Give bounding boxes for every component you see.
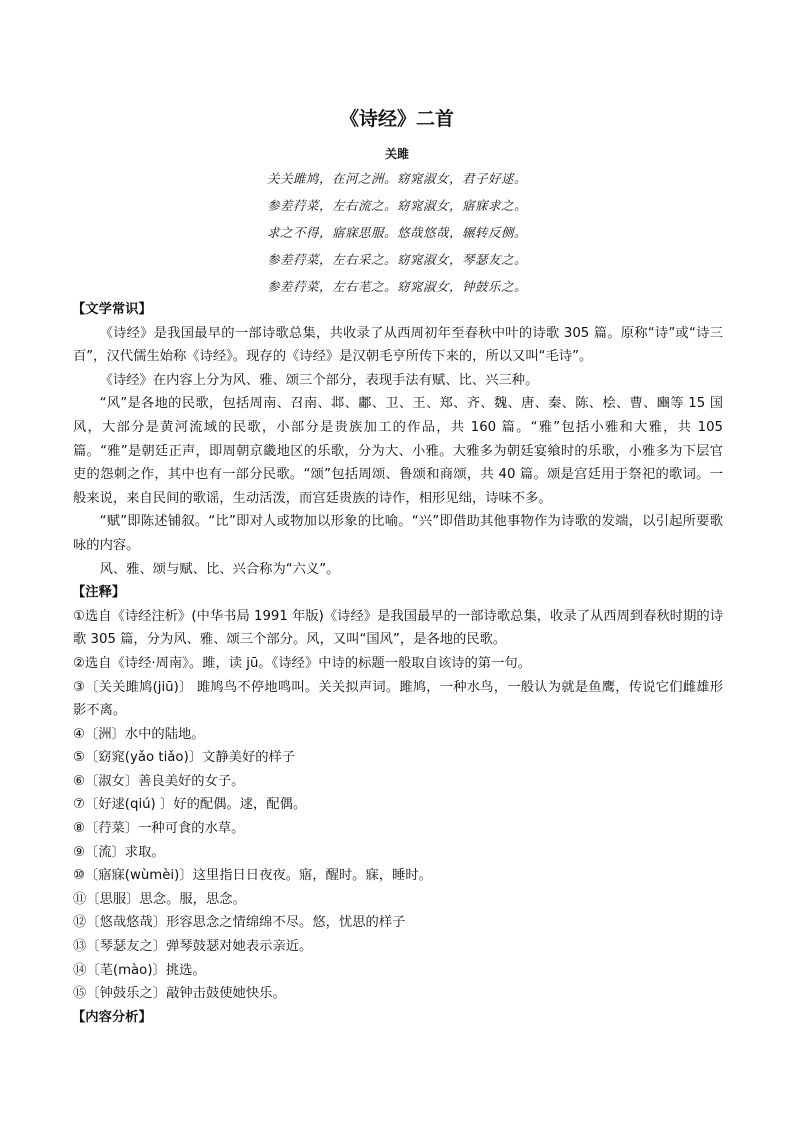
document-title: 《诗经》二首 bbox=[339, 108, 454, 130]
literature-paragraph: “风”是各地的民歌，包括周南、召南、邶、鄘、卫、王、郑、齐、魏、唐、秦、陈、桧、曹、豳等 15 国风，大部分是黄河流域的民歌，小部分是贵族加工的作品，共 160 篇。“雅”包括小雅和大雅，共 105 篇。“雅”是朝廷正声，即周朝京畿地区的乐歌，分为大、小雅。大雅多为朝廷宴飨时的乐歌，小雅多为下层官吏的怨刺之作，其中也有一部分民歌。“颂”包括周颂、鲁颂和商颂，共 40 篇。颂是宫廷用于祭祀的歌词。一般来说，来自民间的歌谣，生动活泼，而宫廷贵族的诗作，相形见绌，诗味不多。 bbox=[73, 396, 723, 506]
poem-line: 参差荇菜，左右芼之。窈窕淑女，钟鼓乐之。 bbox=[266, 279, 527, 294]
literature-paragraph: 《诗经》在内容上分为风、雅、颂三个部分，表现手法有赋、比、兴三种。 bbox=[99, 372, 539, 388]
note-item: ⑫〔悠哉悠哉〕形容思念之情绵绵不尽。悠，忧思的样子 bbox=[73, 915, 406, 931]
poem-body bbox=[0, 170, 794, 305]
note-item: ③〔关关雎鸠(jiū)〕 雎鸠鸟不停地鸣叫。关关拟声词。雎鸠，一种水鸟，一般认为就是鱼鹰，传说它们雌雄形影不离。 bbox=[73, 679, 723, 719]
literature-heading: 【文学常识】 bbox=[72, 302, 152, 317]
note-item: ⑩〔寤寐(wùmèi)〕这里指日日夜夜。寤，醒时。寐，睡时。 bbox=[73, 868, 432, 884]
note-item: ④〔洲〕水中的陆地。 bbox=[73, 726, 205, 742]
document-body bbox=[73, 298, 723, 1029]
note-item: ⑦〔好逑(qiú) 〕好的配偶。逑，配偶。 bbox=[73, 797, 307, 813]
note-item: ①选自《诗经注析》(中华书局 1991 年版)《诗经》是我国最早的一部诗歌总集，收录了从西周到春秋时期的诗歌 305 篇，分为风、雅、颂三个部分。风，又叫“国风”，是各地的民歌。 bbox=[73, 608, 723, 648]
note-item: ⑮〔钟鼓乐之〕敲钟击鼓使她快乐。 bbox=[73, 986, 286, 1002]
poem-line: 关关雎鸠，在河之洲。窈窕淑女，君子好逑。 bbox=[266, 171, 527, 186]
literature-paragraph: 《诗经》是我国最早的一部诗歌总集，共收录了从西周初年至春秋中叶的诗歌 305 篇。原称“诗”或“诗三百”，汉代儒生始称《诗经》。现存的《诗经》是汉朝毛亨所传下来的，所以又叫“毛诗”。 bbox=[73, 325, 723, 365]
note-item: ⑪〔思服〕思念。服，思念。 bbox=[73, 891, 246, 907]
literature-paragraph: “赋”即陈述铺叙。“比”即对人或物加以形象的比喻。“兴”即借助其他事物作为诗歌的发端，以引起所要歌咏的内容。 bbox=[73, 514, 723, 553]
note-item: ⑨〔流〕求取。 bbox=[73, 844, 165, 860]
notes-heading: 【注释】 bbox=[72, 585, 126, 601]
analysis-heading: 【内容分析】 bbox=[72, 1009, 152, 1025]
poem-title: 关雎 bbox=[384, 147, 409, 161]
note-item: ⑤〔窈窕(yǎo tiǎo)〕文静美好的样子 bbox=[73, 750, 296, 766]
literature-paragraph: 风、雅、颂与赋、比、兴合称为“六义”。 bbox=[99, 561, 340, 577]
note-item: ⑥〔淑女〕善良美好的女子。 bbox=[73, 773, 245, 789]
note-item: ⑭〔芼(mào)〕挑选。 bbox=[73, 962, 206, 978]
note-item: ②选自《诗经·周南》。雎，读 jū。《诗经》中诗的标题一般取自该诗的第一句。 bbox=[73, 655, 531, 671]
poem-line: 参差荇菜，左右流之。窈窕淑女，寤寐求之。 bbox=[266, 198, 527, 213]
note-item: ⑬〔琴瑟友之〕弹琴鼓瑟对她表示亲近。 bbox=[73, 939, 313, 955]
poem-line: 参差荇菜，左右采之。窈窕淑女，琴瑟友之。 bbox=[266, 252, 527, 267]
note-item: ⑧〔荇菜〕一种可食的水草。 bbox=[73, 821, 245, 837]
poem-line: 求之不得，寤寐思服。悠哉悠哉，辗转反侧。 bbox=[266, 225, 527, 240]
